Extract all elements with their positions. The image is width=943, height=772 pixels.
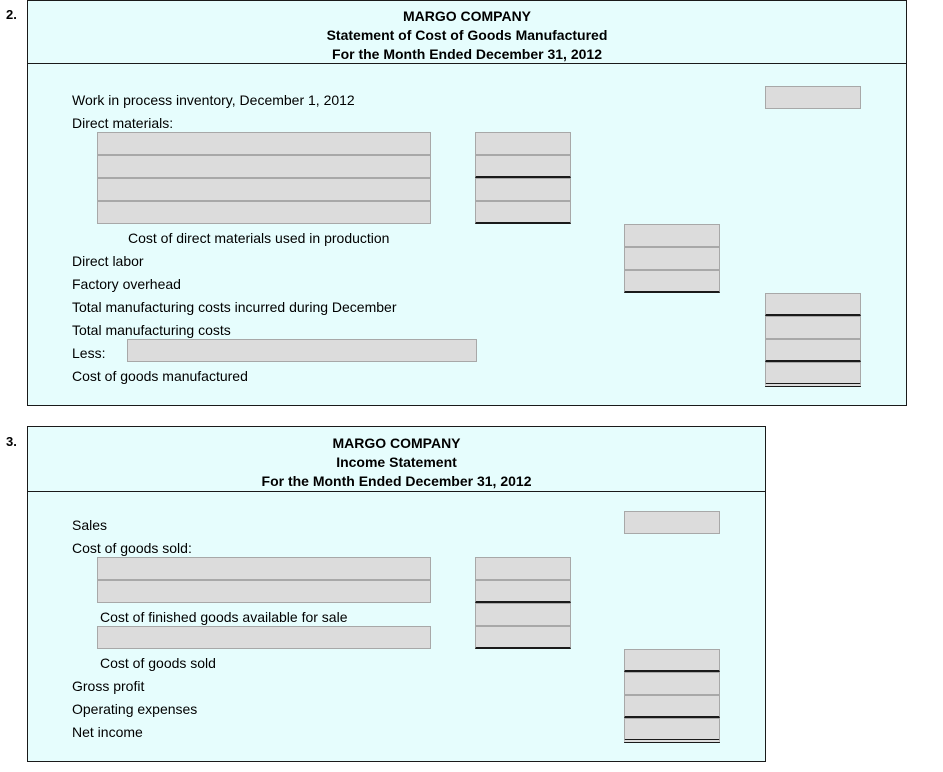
operating-expenses-label: Operating expenses (72, 701, 198, 717)
statement-period: For the Month Ended December 31, 2012 (332, 46, 602, 62)
gross-profit-label: Gross profit (72, 678, 145, 694)
direct-labor-label: Direct labor (72, 253, 144, 269)
cogm-label: Cost of goods manufactured (72, 368, 248, 384)
net-income-amount-input[interactable] (624, 718, 720, 743)
cogs-item-1-amount-input[interactable] (475, 557, 571, 580)
ending-inventory-amount-input[interactable] (475, 626, 571, 649)
less-item-name-input[interactable] (127, 339, 477, 362)
dm-used-amount-input[interactable] (624, 224, 720, 247)
direct-labor-amount-input[interactable] (624, 247, 720, 270)
operating-expenses-amount-input[interactable] (624, 695, 720, 718)
total-incurred-amount-input[interactable] (765, 293, 861, 316)
cogm-statement-header (28, 1, 906, 64)
factory-overhead-label: Factory overhead (72, 276, 181, 292)
dm-item-3-name-input[interactable] (97, 178, 431, 201)
dm-item-3-amount-input[interactable] (475, 178, 571, 201)
dm-item-1-amount-input[interactable] (475, 132, 571, 155)
cogs-item-2-amount-input[interactable] (475, 580, 571, 603)
finished-available-amount-input[interactable] (475, 603, 571, 626)
problem-2-number: 2. (6, 7, 17, 22)
factory-overhead-amount-input[interactable] (624, 270, 720, 293)
cogs-item-2-name-input[interactable] (97, 580, 431, 603)
gross-profit-amount-input[interactable] (624, 672, 720, 695)
cogm-statement-panel (27, 0, 907, 406)
statement-title: Statement of Cost of Goods Manufactured (326, 27, 608, 43)
total-costs-label: Total manufacturing costs (72, 322, 231, 338)
cogs-amount-input[interactable] (624, 649, 720, 672)
dm-item-1-name-input[interactable] (97, 132, 431, 155)
dm-item-4-name-input[interactable] (97, 201, 431, 224)
income-statement-title: Income Statement (336, 454, 457, 470)
dm-used-label: Cost of direct materials used in production (128, 230, 390, 246)
ending-inventory-name-input[interactable] (97, 626, 431, 649)
cogs-header-label: Cost of goods sold: (72, 540, 192, 556)
income-statement-header (28, 427, 765, 492)
sales-label: Sales (72, 517, 108, 533)
cogm-amount-input[interactable] (765, 362, 861, 387)
cogs-item-1-name-input[interactable] (97, 557, 431, 580)
wip-begin-label: Work in process inventory, December 1, 2012 (72, 92, 355, 108)
total-costs-amount-input[interactable] (765, 316, 861, 339)
dm-item-4-amount-input[interactable] (475, 201, 571, 224)
direct-materials-label: Direct materials: (72, 115, 174, 131)
income-statement-panel (27, 426, 766, 762)
problem-3-number: 3. (6, 434, 17, 449)
sales-amount-input[interactable] (624, 511, 720, 534)
income-statement-period: For the Month Ended December 31, 2012 (261, 473, 532, 489)
total-incurred-label: Total manufacturing costs incurred during December (72, 299, 397, 315)
less-label: Less: (72, 345, 106, 361)
dm-item-2-name-input[interactable] (97, 155, 431, 178)
cogs-label: Cost of goods sold (100, 655, 216, 671)
net-income-label: Net income (72, 724, 143, 740)
finished-available-label: Cost of finished goods available for sale (100, 609, 348, 625)
company-name: MARGO COMPANY (402, 8, 532, 24)
dm-item-2-amount-input[interactable] (475, 155, 571, 178)
less-item-amount-input[interactable] (765, 339, 861, 362)
company-name-2: MARGO COMPANY (332, 435, 461, 451)
wip-begin-amount-input[interactable] (765, 86, 861, 109)
